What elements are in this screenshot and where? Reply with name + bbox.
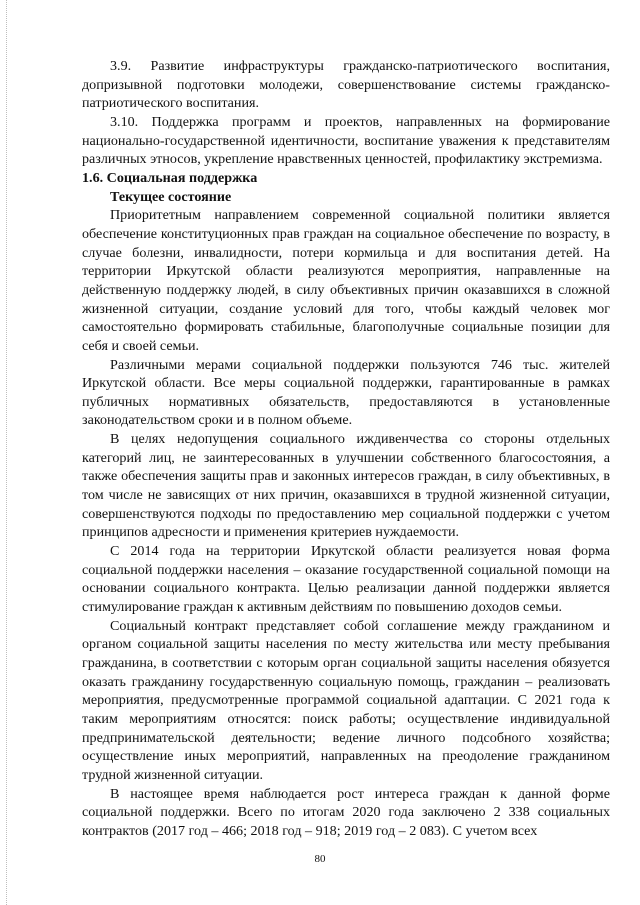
section-heading: 1.6. Социальная поддержка bbox=[82, 169, 258, 186]
paragraph-support-measures: Различными мерами социальной поддержки пользуются 746 тыс. жителей Иркутской области. Все меры социальной поддержки, гарантированные в рамках публичных нормативных обязательств, предоставляются в установленные законодательством сроки и в полном объеме. bbox=[82, 356, 610, 429]
paragraph-contract-statistics: В настоящее время наблюдается рост интереса граждан к данной форме социальной поддержки. Всего по итогам 2020 года заключено 2 338 социальных контрактов (2017 год – 466; 2018 год – 918; 2019 год – 2 083). С учетом всех bbox=[82, 785, 610, 839]
paragraph-dependency-prevention: В целях недопущения социального иждивенчества со стороны отдельных категорий лиц, не заинтересованных в улучшении собственного благосостояния, а также обеспечения защиты прав и законных интересов граждан, в силу объективных, в том числе не зависящих от них причин, оказавшихся в трудной жизненной ситуации, совершенствуются подходы по предоставлению мер социальной поддержки с учетом принципов адресности и применения критериев нуждаемости. bbox=[82, 431, 610, 541]
subsection-heading: Текущее состояние bbox=[110, 188, 232, 205]
paragraph-social-policy: Приоритетным направлением современной социальной политики является обеспечение конституционных прав граждан на социальное обеспечение по возрасту, в случае болезни, инвалидности, потери кормильца и для воспитания детей. На территории Иркутской области реализуются мероприятия, направленные на действенную поддержку людей, в силу объективных причин оказавшихся в сложной жизненной ситуации, создание условий для того, чтобы каждый человек мог самостоятельно формировать стабильные, благополучные социальные позиции для себя и своей семьи. bbox=[82, 207, 610, 354]
paragraph-social-contract-intro: С 2014 года на территории Иркутской области реализуется новая форма социальной поддержки населения – оказание государственной социальной помощи на основании социального контракта. Целью реализации данной поддержки является стимулирование граждан к активным действиям по повышению доходов семьи. bbox=[82, 543, 610, 616]
paragraph-3-10: 3.10. Поддержка программ и проектов, направленных на формирование национально-государственной идентичности, воспитание уважения к представителям различных этносов, укрепление нравственных ценностей, профилактику экстремизма. bbox=[82, 113, 610, 168]
page-number: 80 bbox=[314, 853, 326, 865]
scan-edge-line bbox=[6, 0, 7, 905]
paragraph-social-contract-definition: Социальный контракт представляет собой соглашение между гражданином и органом социальной защиты населения по месту жительства или месту пребывания гражданина, в соответствии с которым орган социальной защиты населения обязуется оказать гражданину государственную социальную помощь, гражданин – реализовать мероприятия, предусмотренные программой социальной адаптации. С 2021 года к таким мероприятиям относятся: поиск работы; осуществление индивидуальной предпринимательской деятельности; ведение личного подсобного хозяйства; осуществление иных мероприятий, направленных на преодоление гражданином трудной жизненной ситуации. bbox=[82, 617, 610, 783]
document-body bbox=[82, 57, 610, 841]
paragraph-3-9: 3.9. Развитие инфраструктуры гражданско-патриотического воспитания, допризывной подготовки молодежи, совершенствование системы гражданско-патриотического воспитания. bbox=[82, 58, 610, 112]
